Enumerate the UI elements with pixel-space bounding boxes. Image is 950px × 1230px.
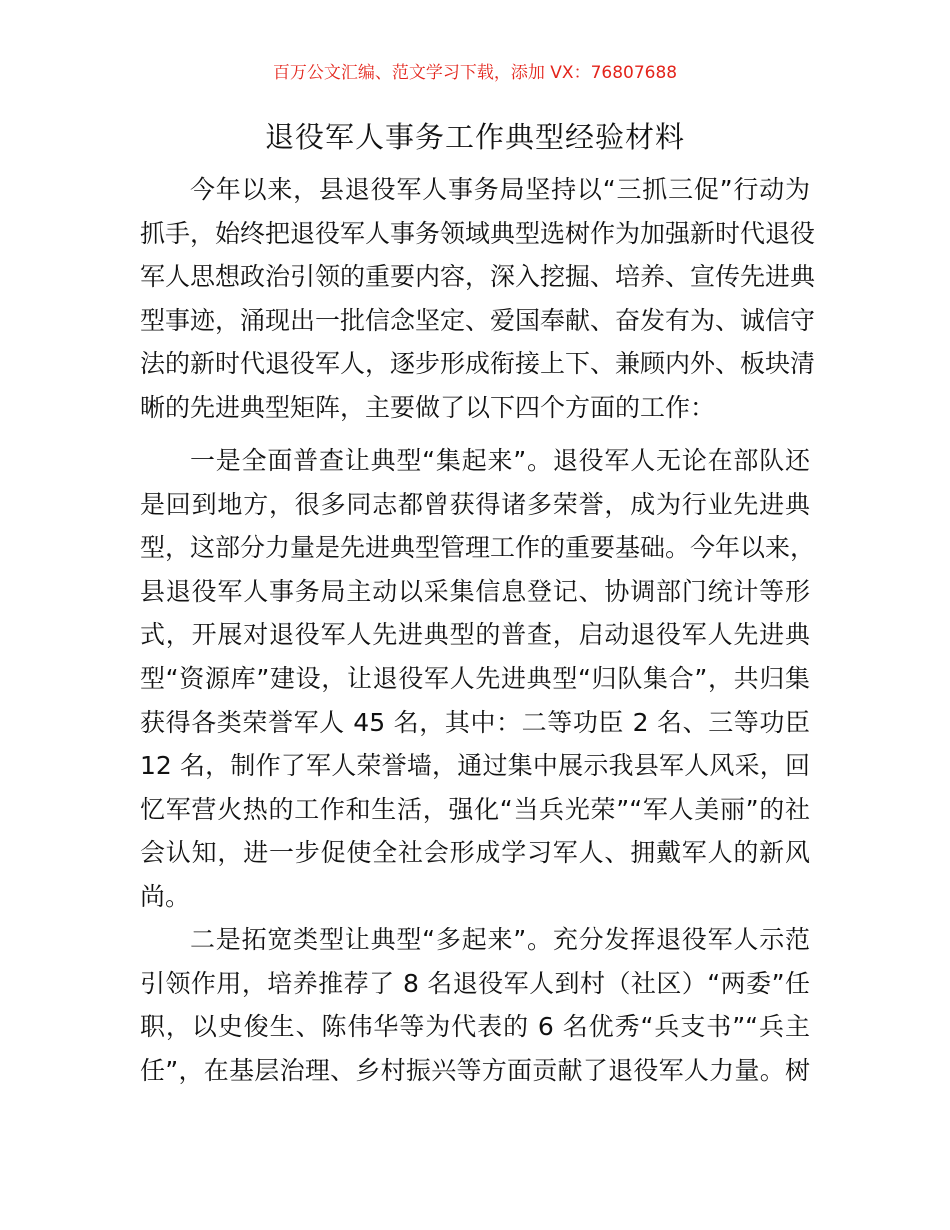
paragraph-2-line: 忆军营火热的工作和生活，强化“当兵光荣”“军人美丽”的社 [140, 794, 810, 824]
paragraph-2-line: 获得各类荣誉军人 45 名，其中：二等功臣 2 名、三等功臣 [140, 707, 810, 737]
paragraph-2-line: 型“资源库”建设，让退役军人先进典型“归队集合”，共归集 [140, 664, 810, 693]
paragraph-2-line: 式，开展对退役军人先进典型的普查，启动退役军人先进典 [140, 620, 810, 650]
paragraph-1-line: 军人思想政治引领的重要内容，深入挖掘、培养、宣传先进典 [140, 262, 816, 292]
paragraph-3-line: 二是拓宽类型让典型“多起来”。充分发挥退役军人示范 [190, 925, 810, 954]
paragraph-3-line: 职，以史俊生、陈伟华等为代表的 6 名优秀“兵支书”“兵主 [140, 1012, 810, 1042]
paragraph-1-line: 抓手，始终把退役军人事务领域典型选树作为加强新时代退役 [140, 218, 816, 248]
paragraph-2-line: 12 名，制作了军人荣誉墙，通过集中展示我县军人风采，回 [140, 751, 810, 781]
paragraph-1-line: 今年以来，县退役军人事务局坚持以“三抓三促”行动为 [190, 175, 810, 204]
paragraph-2-line: 型，这部分力量是先进典型管理工作的重要基础。今年以来， [140, 533, 816, 563]
paragraph-2-line: 尚。 [140, 882, 191, 911]
paragraph-3-line: 引领作用，培养推荐了 8 名退役军人到村（社区）“两委”任 [140, 968, 810, 998]
paragraph-1-line: 型事迹，涌现出一批信念坚定、爱国奉献、奋发有为、诚信守 [140, 305, 816, 335]
paragraph-2-line: 是回到地方，很多同志都曾获得诸多荣誉，成为行业先进典 [140, 489, 810, 519]
paragraph-2-line: 县退役军人事务局主动以采集信息登记、协调部门统计等形 [140, 576, 810, 606]
watermark-header: 百万公文汇编、范文学习下载，添加 VX：76807688 [272, 63, 678, 83]
paragraph-2-line: 一是全面普查让典型“集起来”。退役军人无论在部队还 [190, 446, 810, 475]
paragraph-2-line: 会认知，进一步促使全社会形成学习军人、拥戴军人的新风 [140, 838, 810, 868]
paragraph-1-line: 晰的先进典型矩阵，主要做了以下四个方面的工作： [140, 393, 716, 422]
paragraph-1-line: 法的新时代退役军人，逐步形成衔接上下、兼顾内外、板块清 [140, 349, 816, 379]
document-title: 退役军人事务工作典型经验材料 [264, 120, 685, 154]
paragraph-3-line: 任”，在基层治理、乡村振兴等方面贡献了退役军人力量。树 [140, 1055, 810, 1085]
